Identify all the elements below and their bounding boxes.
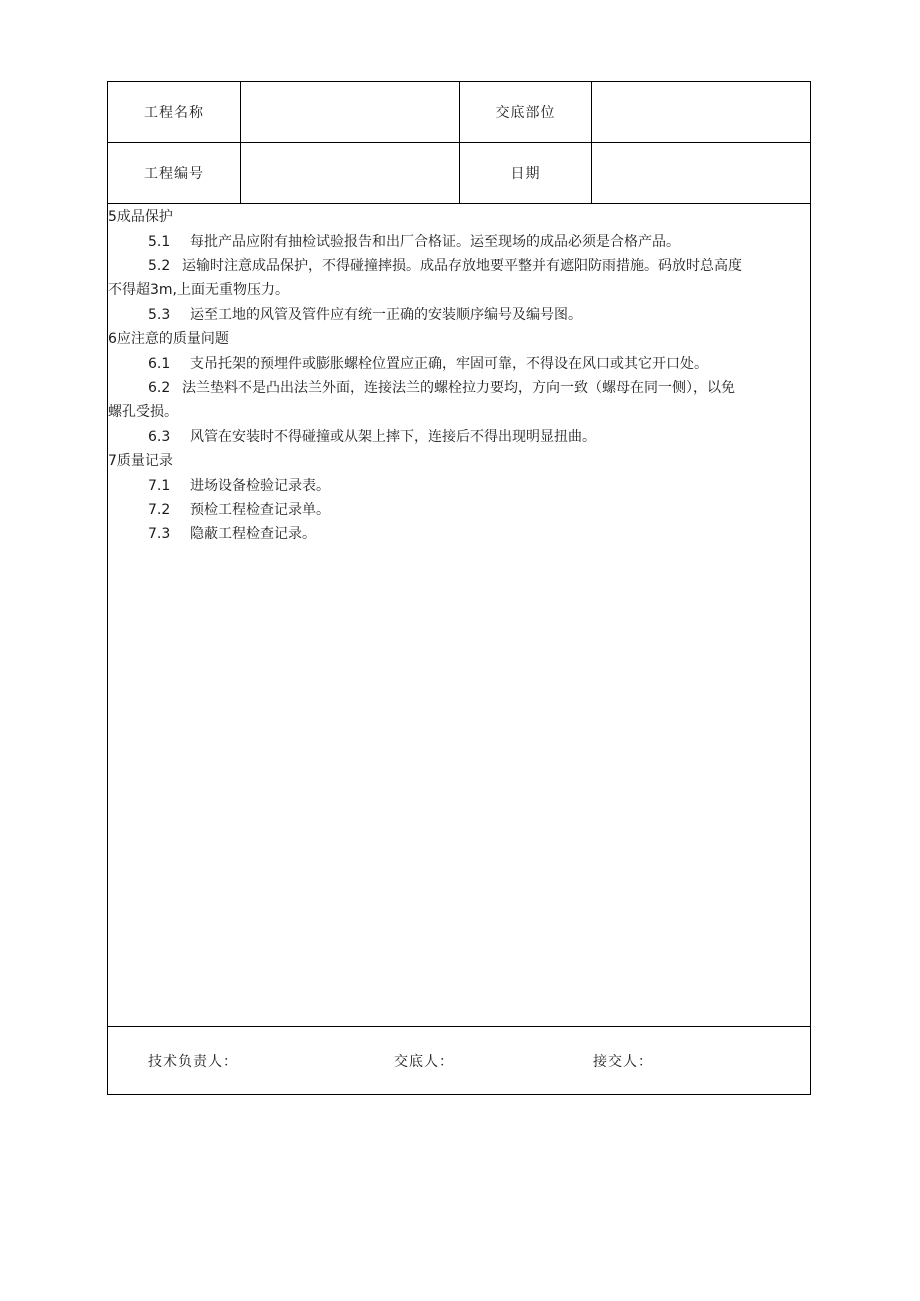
- item-text: 运输时注意成品保护，不得碰撞摔损。成品存放地要平整并有遮阳防雨措施。码放时总高度: [182, 258, 742, 274]
- item-number: 7.2: [148, 502, 171, 518]
- disclosure-part-label: 交底部位: [460, 82, 592, 142]
- item-text: 运至工地的风管及管件应有统一正确的安装顺序编号及编号图。: [190, 307, 582, 323]
- tech-lead-signature[interactable]: 技术负责人：: [148, 1054, 238, 1070]
- item-number: 5.1: [148, 234, 171, 250]
- section-6-title: 6应注意的质量问题: [108, 331, 229, 347]
- item-number: 5.3: [148, 307, 171, 323]
- content-body: [108, 204, 810, 1027]
- header-row-1: [108, 82, 810, 143]
- signature-row: [108, 1027, 810, 1094]
- receiver-signature[interactable]: 接交人：: [593, 1054, 653, 1070]
- item-text: 预检工程检查记录单。: [190, 502, 330, 518]
- date-field[interactable]: [592, 143, 810, 203]
- item-text: 风管在安装时不得碰撞或从架上摔下，连接后不得出现明显扭曲。: [190, 429, 596, 445]
- header-row-2: [108, 143, 810, 204]
- item-text: 每批产品应附有抽检试验报告和出厂合格证。运至现场的成品必须是合格产品。: [190, 234, 680, 250]
- item-number: 7.3: [148, 526, 171, 542]
- item-5-2-continued: 不得超3m,上面无重物压力。: [108, 282, 289, 298]
- item-number: 7.1: [148, 478, 171, 494]
- project-name-field[interactable]: [241, 82, 460, 142]
- item-6-2-continued: 螺孔受损。: [108, 404, 178, 420]
- project-number-field[interactable]: [241, 143, 460, 203]
- section-5-title: 5成品保护: [108, 209, 173, 225]
- item-number: 5.2: [148, 258, 171, 274]
- item-text: 进场设备检验记录表。: [190, 478, 330, 494]
- disclosure-form: [107, 81, 811, 1095]
- item-number: 6.3: [148, 429, 171, 445]
- item-text: 隐蔽工程检查记录。: [190, 526, 316, 542]
- item-number: 6.1: [148, 356, 171, 372]
- project-name-label: 工程名称: [108, 82, 241, 142]
- project-number-label: 工程编号: [108, 143, 241, 203]
- item-text: 支吊托架的预埋件或膨胀螺栓位置应正确，牢固可靠，不得设在风口或其它开口处。: [190, 356, 708, 372]
- disclosure-part-field[interactable]: [592, 82, 810, 142]
- section-7-title: 7质量记录: [108, 453, 173, 469]
- item-number: 6.2: [148, 380, 171, 396]
- item-text: 法兰垫料不是凸出法兰外面，连接法兰的螺栓拉力要均，方向一致（螺母在同一侧），以免: [182, 380, 735, 396]
- date-label: 日期: [460, 143, 592, 203]
- discloser-signature[interactable]: 交底人：: [394, 1054, 454, 1070]
